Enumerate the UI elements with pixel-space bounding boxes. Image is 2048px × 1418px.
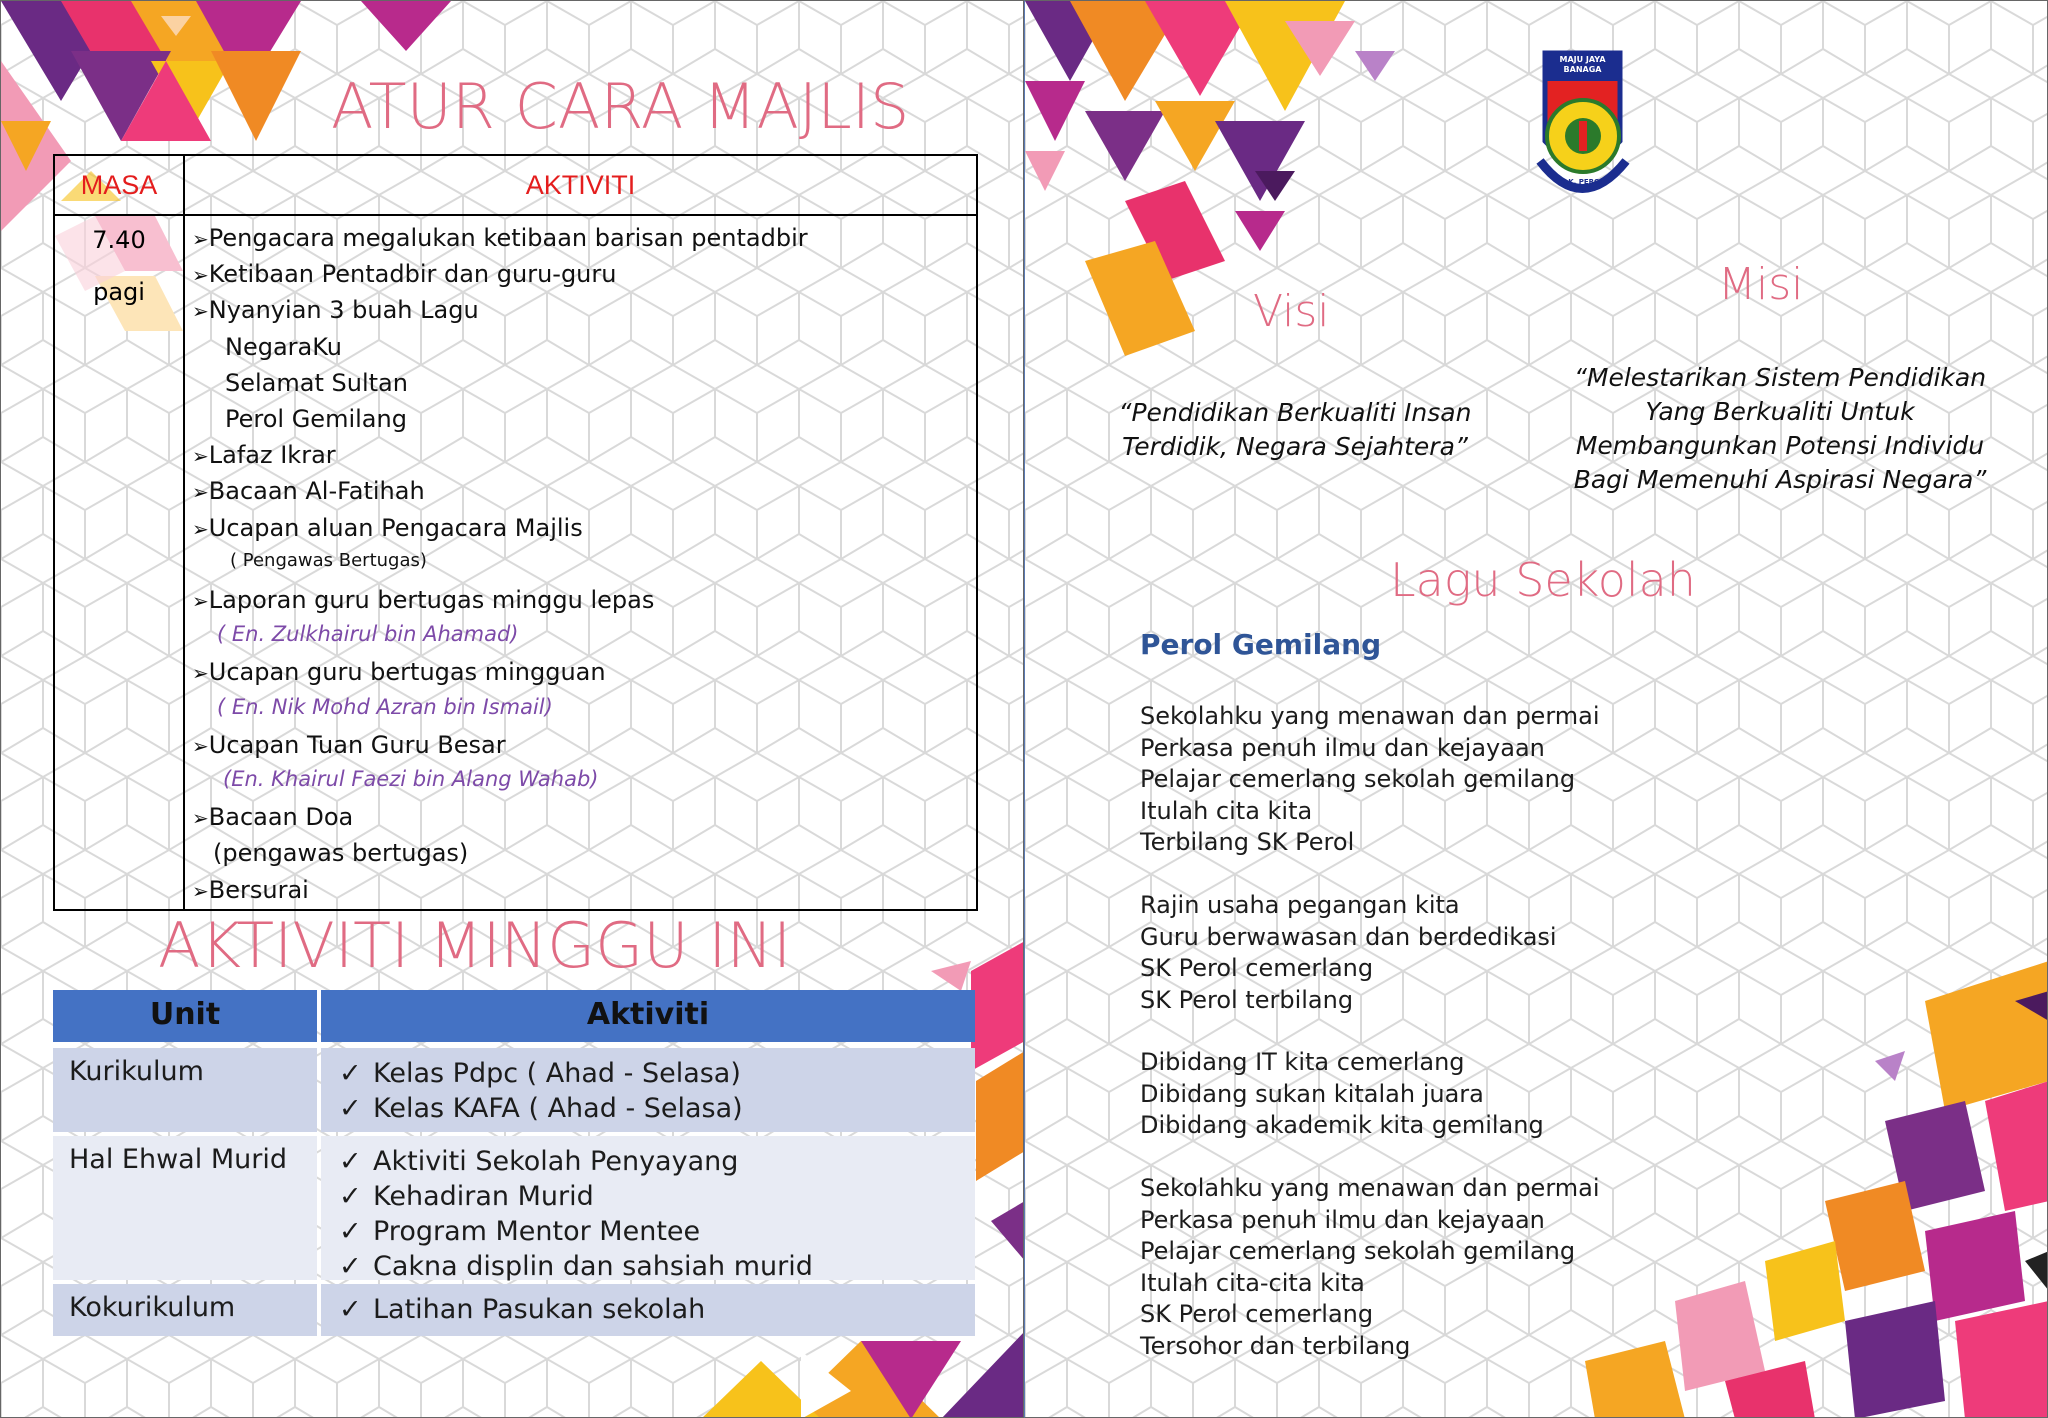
- misi-heading: Misi: [1718, 259, 1804, 310]
- lyric-line: Terbilang SK Perol: [1140, 828, 1355, 856]
- check-icon: ✓: [339, 1181, 362, 1212]
- arrow-bullet-icon: ➢: [192, 878, 209, 903]
- activity-cell: [321, 1136, 975, 1280]
- arrow-bullet-icon: ➢: [192, 733, 209, 758]
- list-item: ✓ Kehadiran Murid: [339, 1181, 594, 1212]
- activities-header-row: [53, 990, 975, 1042]
- lyric-line: Itulah cita kita: [1140, 796, 1313, 825]
- lyric-line: Rajin usaha pegangan kita: [1140, 891, 1460, 919]
- lyric-line: SK Perol terbilang: [1140, 985, 1354, 1014]
- agenda-item: (pengawas bertugas): [213, 839, 469, 868]
- arrow-bullet-icon: ➢: [192, 480, 209, 505]
- agenda-item: ➢Bacaan Doa: [192, 803, 354, 832]
- lyric-line: Itulah cita-cita kita: [1140, 1268, 1365, 1297]
- agenda-item: ➢Pengacara megalukan ketibaan barisan pentadbir: [192, 224, 808, 252]
- arrow-bullet-icon: ➢: [192, 589, 209, 613]
- arrow-bullet-icon: ➢: [192, 516, 209, 541]
- activity-cell: [321, 1284, 975, 1336]
- table-row: [53, 1136, 975, 1280]
- lyric-line: Pelajar cemerlang sekolah gemilang: [1140, 765, 1576, 793]
- agenda-column-divider: [183, 156, 185, 909]
- song-heading: Lagu Sekolah: [1390, 553, 1696, 607]
- agenda-header-activity: AKTIVITI: [525, 170, 636, 200]
- agenda-item: Selamat Sultan: [225, 368, 408, 397]
- agenda-item: ➢Ucapan Tuan Guru Besar: [192, 730, 506, 759]
- check-icon: ✓: [339, 1058, 362, 1089]
- lyric-line: Sekolahku yang menawan dan permai: [1140, 1174, 1600, 1202]
- check-icon: ✓: [339, 1294, 362, 1325]
- agenda-item: Perol Gemilang: [225, 405, 407, 433]
- lyric-line: Guru berwawasan dan berdedikasi: [1140, 922, 1557, 951]
- agenda-item: ➢Ucapan aluan Pengacara Majlis: [192, 513, 583, 542]
- activity-cell: [321, 1048, 975, 1132]
- agenda-item: (En. Khairul Faezi bin Alang Wahab): [223, 767, 599, 791]
- activities-header-unit: Unit: [53, 990, 317, 1042]
- agenda-table: [53, 154, 978, 911]
- arrow-bullet-icon: ➢: [192, 299, 209, 324]
- logo-ring-text: S.K. PEROL: [1560, 178, 1605, 186]
- table-row: [53, 1284, 975, 1336]
- activities-title: AKTIVITI MINGGU INI: [158, 909, 792, 982]
- list-item: ✓ Latihan Pasukan sekolah: [339, 1294, 706, 1325]
- agenda-item: ➢Lafaz Ikrar: [192, 441, 336, 470]
- agenda-item: ( En. Zulkhairul bin Ahamad): [217, 622, 519, 647]
- agenda-time-period: pagi: [93, 278, 145, 306]
- arrow-bullet-icon: ➢: [192, 227, 209, 251]
- agenda-item: ➢Nyanyian 3 buah Lagu: [192, 296, 479, 325]
- agenda-item: NegaraKu: [225, 332, 342, 361]
- visi-heading: Visi: [1253, 286, 1330, 337]
- check-icon: ✓: [339, 1251, 362, 1282]
- lyric-line: Perkasa penuh ilmu dan kejayaan: [1140, 733, 1545, 762]
- agenda-item: ( Pengawas Bertugas): [230, 549, 427, 571]
- check-icon: ✓: [339, 1093, 362, 1124]
- list-item: ✓ Kelas KAFA ( Ahad - Selasa): [339, 1093, 743, 1124]
- table-row: [53, 1048, 975, 1132]
- agenda-item: ➢Ucapan guru bertugas mingguan: [192, 658, 606, 687]
- agenda-item: ➢Laporan guru bertugas minggu lepas: [192, 586, 655, 614]
- lyric-line: SK Perol cemerlang: [1140, 954, 1374, 982]
- list-item: ✓ Aktiviti Sekolah Penyayang: [339, 1146, 739, 1177]
- activities-header-activity: Aktiviti: [321, 990, 975, 1042]
- lyric-line: Dibidang akademik kita gemilang: [1140, 1111, 1544, 1139]
- arrow-bullet-icon: ➢: [192, 263, 209, 288]
- lyric-line: Sekolahku yang menawan dan permai: [1140, 702, 1600, 730]
- lyric-line: Perkasa penuh ilmu dan kejayaan: [1140, 1205, 1545, 1234]
- unit-cell: Kokurikulum: [53, 1284, 317, 1336]
- unit-cell: Hal Ehwal Murid: [53, 1136, 317, 1280]
- lyric-line: SK Perol cemerlang: [1140, 1300, 1374, 1328]
- agenda-item: ➢Ketibaan Pentadbir dan guru-guru: [192, 260, 617, 289]
- check-icon: ✓: [339, 1146, 362, 1177]
- lyric-line: Dibidang IT kita cemerlang: [1140, 1048, 1465, 1076]
- logo-motto: MAJU JAYA BANAGA: [1559, 55, 1606, 74]
- agenda-item: ( En. Nik Mohd Azran bin Ismail): [217, 694, 553, 719]
- right-page: [1024, 0, 2048, 1418]
- agenda-item: ➢Bersurai: [192, 875, 309, 904]
- song-title: Perol Gemilang: [1140, 628, 1382, 661]
- lyric-line: Dibidang sukan kitalah juara: [1140, 1079, 1484, 1108]
- unit-cell: Kurikulum: [53, 1048, 317, 1132]
- agenda-header-time: MASA: [80, 170, 158, 200]
- lyric-line: Pelajar cemerlang sekolah gemilang: [1140, 1237, 1576, 1265]
- arrow-bullet-icon: ➢: [192, 806, 209, 831]
- misi-statement: “Melestarikan Sistem Pendidikan Yang Berkualiti Untuk Membangunkan Potensi Individu Bagi Memenuhi Aspirasi Negara”: [1573, 363, 1987, 494]
- agenda-time: 7.40: [92, 226, 146, 254]
- list-item: ✓ Kelas Pdpc ( Ahad - Selasa): [339, 1058, 741, 1089]
- check-icon: ✓: [339, 1216, 362, 1247]
- arrow-bullet-icon: ➢: [192, 444, 209, 469]
- arrow-bullet-icon: ➢: [192, 661, 209, 686]
- agenda-item: ➢Bacaan Al-Fatihah: [192, 477, 425, 506]
- visi-statement: “Pendidikan Berkualiti Insan Terdidik, Negara Sejahtera”: [1118, 398, 1472, 461]
- list-item: ✓ Program Mentor Mentee: [339, 1216, 701, 1247]
- agenda-title: ATUR CARA MAJLIS: [331, 70, 910, 143]
- list-item: ✓ Cakna displin dan sahsiah murid: [339, 1251, 813, 1282]
- lyric-line: Tersohor dan terbilang: [1140, 1331, 1411, 1360]
